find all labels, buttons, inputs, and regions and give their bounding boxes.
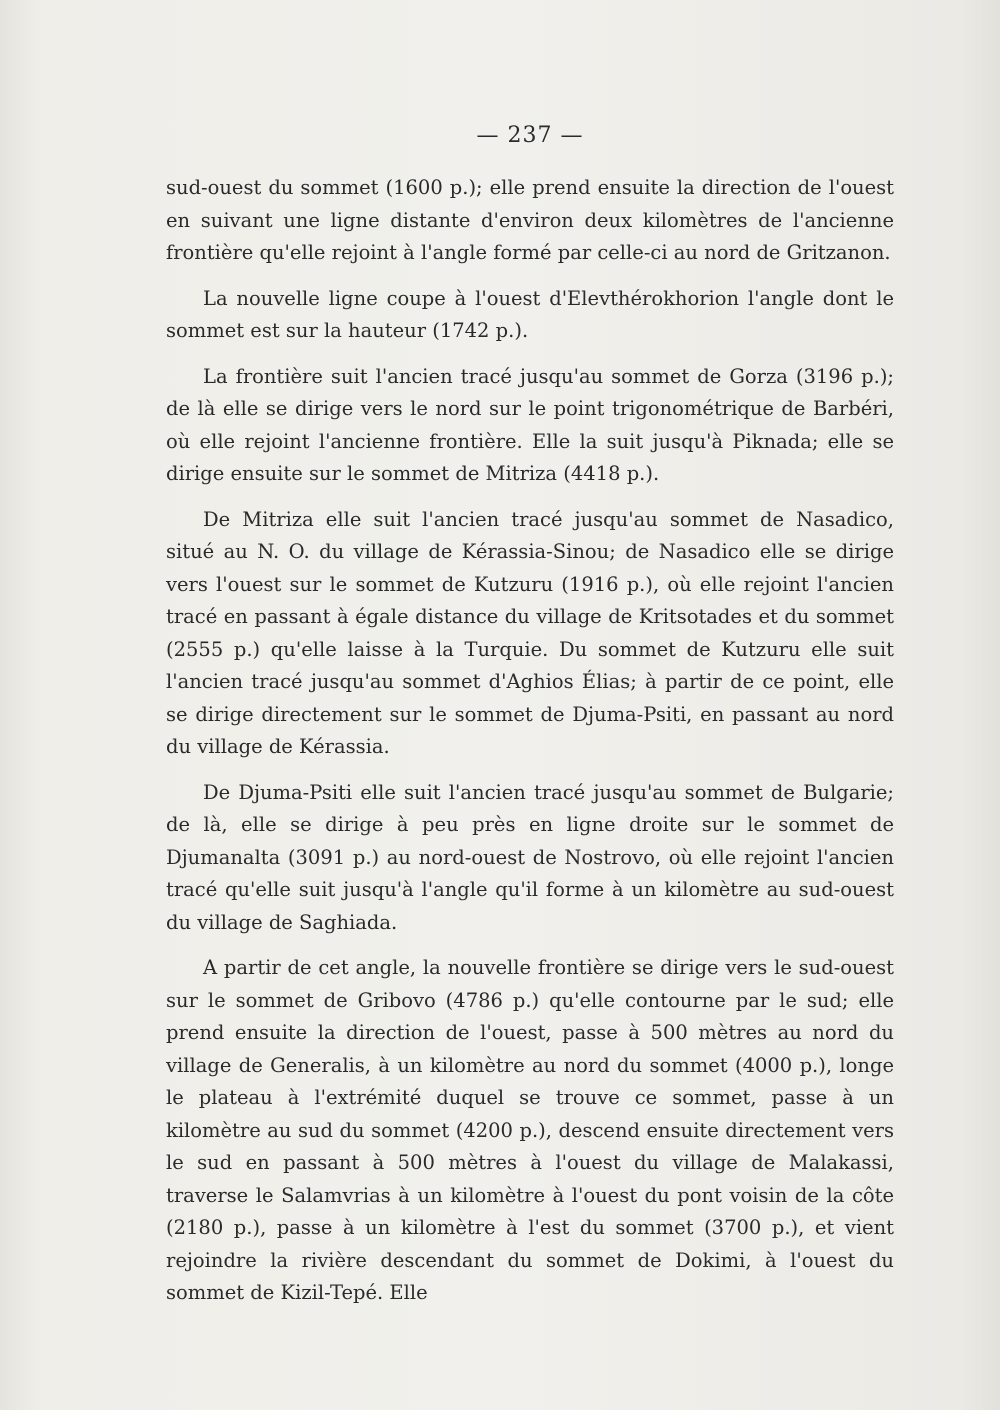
page-number: — 237 —	[476, 123, 584, 148]
body-text	[166, 172, 894, 1323]
paragraph: De Mitriza elle suit l'ancien tracé jusqu'au sommet de Nasadico, situé au N. O. du village de Kérassia-Sinou; de Nasadico elle se dirige vers l'ouest sur le sommet de Kutzuru (1916 p.), où elle rejoint l'ancien tracé en passant à égale distance du village de Kritsotades et du sommet (2555 p.) qu'elle laisse à la Turquie. Du sommet de Kutzuru elle suit l'ancien tracé jusqu'au sommet d'Aghios Élias; à partir de ce point, elle se dirige directement sur le sommet de Djuma-Psiti, en passant au nord du village de Kérassia.	[166, 507, 894, 758]
paragraph: La frontière suit l'ancien tracé jusqu'au sommet de Gorza (3196 p.); de là elle se dirige vers le nord sur le point trigonométrique de Barbéri, où elle rejoint l'ancienne frontière. Elle la suit jusqu'à Piknada; elle se dirige ensuite sur le sommet de Mitriza (4418 p.).	[166, 364, 894, 485]
paragraph: A partir de cet angle, la nouvelle frontière se dirige vers le sud-ouest sur le sommet de Gribovo (4786 p.) qu'elle contourne par le sud; elle prend ensuite la direction de l'ouest, passe à 500 mètres au nord du village de Generalis, à un kilomètre au nord du sommet (4000 p.), longe le plateau à l'extrémité duquel se trouve ce sommet, passe à un kilomètre au sud du sommet (4200 p.), descend ensuite directement vers le sud en passant à 500 mètres à l'ouest du village de Malakassi, traverse le Salamvrias à un kilomètre à l'ouest du pont voisin de la côte (2180 p.), passe à un kilomètre à l'est du sommet (3700 p.), et vient rejoindre la rivière descendant du sommet de Dokimi, à l'ouest du sommet de Kizil-Tepé. Elle	[166, 956, 894, 1304]
paragraph: La nouvelle ligne coupe à l'ouest d'Elevthérokhorion l'angle dont le sommet est sur la hauteur (1742 p.).	[166, 286, 894, 342]
paragraph: De Djuma-Psiti elle suit l'ancien tracé jusqu'au sommet de Bulgarie; de là, elle se dirige à peu près en ligne droite sur le sommet de Djumanalta (3091 p.) au nord-ouest de Nostrovo, où elle rejoint l'ancien tracé qu'elle suit jusqu'à l'angle qu'il forme à un kilomètre au sud-ouest du village de Saghiada.	[166, 780, 894, 934]
paragraph: sud-ouest du sommet (1600 p.); elle prend ensuite la direction de l'ouest en suivant une ligne distante d'environ deux kilomètres de l'ancienne frontière qu'elle rejoint à l'angle formé par celle-ci au nord de Gritzanon.	[166, 176, 894, 264]
